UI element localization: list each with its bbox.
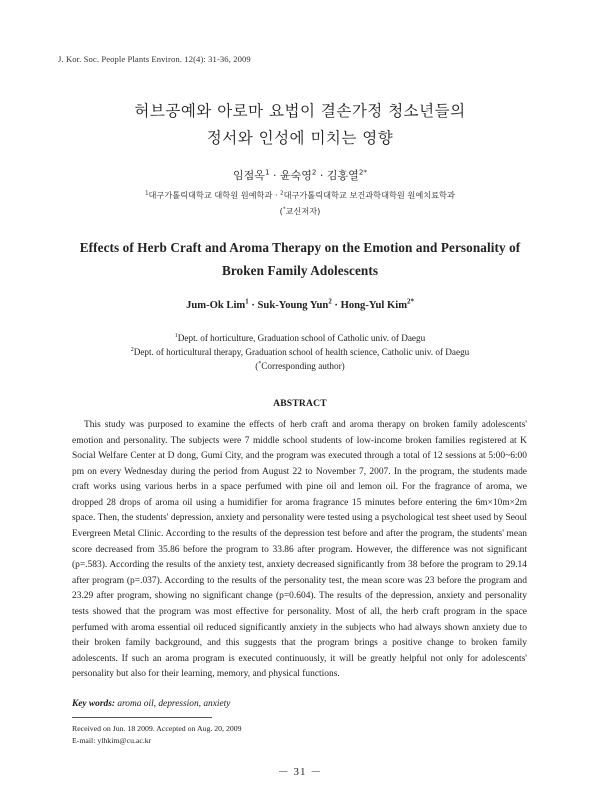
english-author-1-sup: 1 bbox=[245, 298, 249, 306]
korean-author-3: 김홍열 bbox=[326, 169, 359, 182]
author-separator: · bbox=[269, 169, 280, 182]
affiliation-sup: 1 bbox=[174, 332, 178, 339]
author-separator: · bbox=[316, 169, 327, 182]
korean-title-line-1: 허브공예와 아로마 요법이 결손가정 청소년들의 bbox=[134, 102, 466, 120]
korean-affiliation-2: 대구가톨릭대학교 보건과학대학원 원예치료학과 bbox=[283, 190, 455, 200]
english-author-2: Suk-Young Yun bbox=[257, 300, 329, 311]
footnote-rule bbox=[72, 717, 212, 718]
affiliation-sup: 2 bbox=[280, 190, 284, 197]
abstract-heading: ABSTRACT bbox=[273, 398, 327, 409]
keywords-label: Key words: bbox=[72, 699, 115, 709]
affiliation-sup: 1 bbox=[145, 190, 149, 197]
korean-author-3-sup: 2* bbox=[358, 167, 367, 177]
english-affiliation-2-text: Dept. of horticultural therapy, Graduation school of health science, Catholic univ. of Daegu bbox=[133, 347, 470, 357]
author-separator: · bbox=[248, 300, 258, 311]
english-title-line-2: Broken Family Adolescents bbox=[221, 263, 379, 278]
english-affiliation-1 bbox=[0, 333, 600, 343]
english-corresponding-text: Corresponding author) bbox=[261, 361, 345, 371]
korean-author-2: 윤숙영 bbox=[279, 169, 312, 182]
english-authors bbox=[0, 300, 600, 311]
korean-author-1-sup: 1 bbox=[264, 167, 270, 177]
english-affiliation-1-text: Dept. of horticulture, Graduation school of Catholic univ. of Daegu bbox=[177, 333, 426, 343]
english-corresponding-note bbox=[0, 361, 600, 371]
korean-author-1: 임점옥 bbox=[233, 169, 265, 182]
english-author-3-sup: 2* bbox=[407, 298, 414, 306]
affiliation-sup: 2 bbox=[130, 346, 134, 353]
korean-corresponding-note bbox=[0, 206, 600, 217]
english-author-2-sup: 2 bbox=[328, 298, 332, 306]
korean-author-2-sup: 2 bbox=[311, 167, 317, 177]
abstract-body: This study was purposed to examine the effects of herb craft and aroma therapy on broken family adolescents' emotion and personality. The subjects were 7 middle school students of low-income broken families registered at K Social Welfare Center at D dong, Gumi City, and the program was executed through a total of 12 sessions at 5:00~6:00 pm on every Wednesday during the period from August 22 to November 7, 2007. In the program, the students made craft works using various herbs in a space perfumed with pine oil and lemon oil. For the fragrance of aroma, we dropped 28 drops of aroma oil using a humidifier for aroma fragrance 15 minutes before entering the 6m×10m×2m space. Then, the students' depression, anxiety and personality were tested using a psychological test sheet used by Seoul Evergreen Metal Clinic. According to the results of the depression test before and after the program, the students' mean score decreased from 35.86 before the program to 33.86 after program. However, the difference was not significant (p=.583). According the results of the anxiety test, anxiety decreased significantly from 38 before the program to 29.14 after program (p=.037). According to the results of the personality test, the mean score was 23 before the program and 23.29 after program, showing no significant change (p=0.604). The results of the depression, anxiety and personality tests showed that the program was most effective for personality. Most of all, the herb craft program in the space perfumed with aroma essential oil reduced significantly anxiety in the subjects who had always shown anxiety due to their broken family background, and this suggests that the program brings a positive change to broken family adolescents. If such an aroma program is executed continuously, it will be greatly helpful not only for adolescents' personality but also for their learning, memory, and physical functions. bbox=[72, 420, 527, 680]
korean-affiliations bbox=[0, 190, 600, 201]
page-number: － 31 － bbox=[277, 766, 323, 778]
corresponding-sup: * bbox=[258, 360, 262, 367]
korean-affiliation-1: 대구가톨릭대학교 대학원 원예학과 · bbox=[148, 190, 281, 200]
english-affiliation-2 bbox=[0, 347, 600, 357]
received-date: Received on Jun. 18 2009. Accepted on Aug. 20, 2009 bbox=[72, 724, 242, 733]
korean-authors bbox=[0, 167, 600, 183]
keywords-value: aroma oil, depression, anxiety bbox=[114, 699, 231, 709]
english-author-3: Hong-Yul Kim bbox=[340, 300, 408, 311]
journal-citation: J. Kor. Soc. People Plants Environ. 12(4): 31-36, 2009 bbox=[58, 54, 251, 64]
korean-corresponding-text: 교신저자) bbox=[285, 206, 321, 216]
english-title-line-1: Effects of Herb Craft and Aroma Therapy on the Emotion and Personality of bbox=[79, 240, 521, 255]
contact-email: E-mail: ylhkim@cu.ac.kr bbox=[72, 736, 152, 745]
korean-title-line-2: 정서와 인성에 미치는 영향 bbox=[206, 129, 394, 147]
keywords bbox=[72, 699, 527, 709]
paren: ( bbox=[255, 361, 259, 371]
corresponding-sup: * bbox=[282, 206, 286, 213]
english-author-1: Jum-Ok Lim bbox=[186, 300, 246, 311]
author-separator: · bbox=[331, 300, 341, 311]
paren: ( bbox=[279, 206, 283, 216]
